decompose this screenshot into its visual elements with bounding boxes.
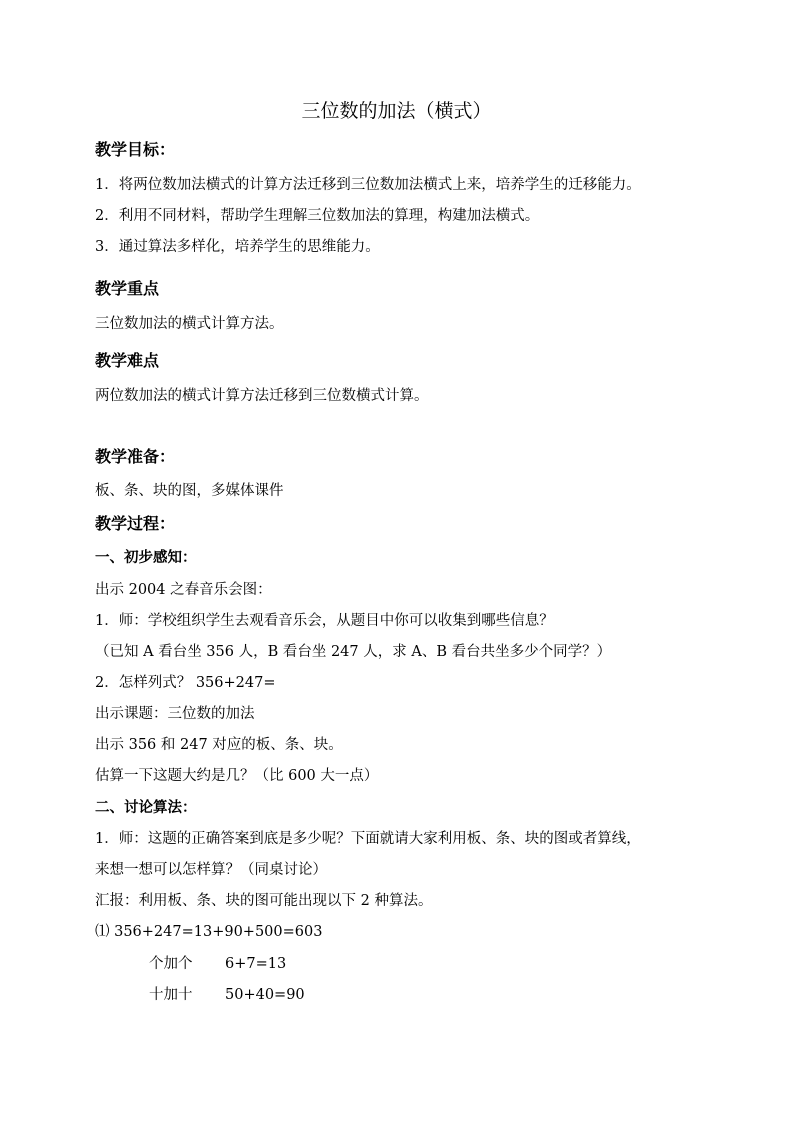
calc-step-expression: 50+40=90 <box>225 987 305 1003</box>
objective-item-1: 1．将两位数加法横式的计算方法迁移到三位数加法横式上来，培养学生的迁移能力。 <box>95 177 641 193</box>
document-title: 三位数的加法（横式） <box>301 100 492 122</box>
section2-line-3: 汇报：利用板、条、块的图可能出现以下 2 种算法。 <box>95 893 433 909</box>
section2-heading: 二、讨论算法： <box>95 800 197 816</box>
objective-item-2: 2．利用不同材料，帮助学生理解三位数加法的算理，构建加法横式。 <box>95 208 540 224</box>
section1-line-5: 出示课题：三位数的加法 <box>95 706 255 722</box>
objectives-heading: 教学目标： <box>95 140 176 159</box>
section1-line-4: 2．怎样列式？ 356+247= <box>95 675 276 691</box>
objective-item-3: 3．通过算法多样化，培养学生的思维能力。 <box>95 239 380 255</box>
section1-line-6: 出示 356 和 247 对应的板、条、块。 <box>95 737 343 753</box>
section1-line-1: 出示 2004 之春音乐会图： <box>95 582 272 598</box>
key-point-text: 三位数加法的横式计算方法。 <box>95 316 284 332</box>
preparation-text: 板、条、块的图，多媒体课件 <box>95 483 284 499</box>
calc-step-row <box>149 985 305 1005</box>
calc-step-label: 十加十 <box>149 987 193 1003</box>
section2-line-2: 来想一想可以怎样算？（同桌讨论） <box>95 862 327 878</box>
calc-step-row <box>149 954 286 974</box>
process-heading: 教学过程： <box>95 514 176 533</box>
section1-heading: 一、初步感知： <box>95 550 197 566</box>
section1-line-7: 估算一下这题大约是几？（比 600 大一点） <box>95 768 379 784</box>
difficulty-text: 两位数加法的横式计算方法迁移到三位数横式计算。 <box>95 388 429 404</box>
preparation-heading: 教学准备： <box>95 447 176 466</box>
section1-line-3: （已知 A 看台坐 356 人，B 看台坐 247 人，求 A、B 看台共坐多少个同学？） <box>95 644 612 660</box>
difficulty-heading: 教学难点 <box>95 351 160 370</box>
calc-step-expression: 6+7=13 <box>225 956 287 972</box>
section2-line-4: ⑴ 356+247=13+90+500=603 <box>95 924 323 940</box>
calc-step-label: 个加个 <box>149 956 193 972</box>
section2-line-1: 1．师：这题的正确答案到底是多少呢？下面就请大家利用板、条、块的图或者算线， <box>95 831 641 847</box>
key-point-heading: 教学重点 <box>95 279 160 298</box>
section1-line-2: 1．师：学校组织学生去观看音乐会，从题目中你可以收集到哪些信息？ <box>95 613 554 629</box>
